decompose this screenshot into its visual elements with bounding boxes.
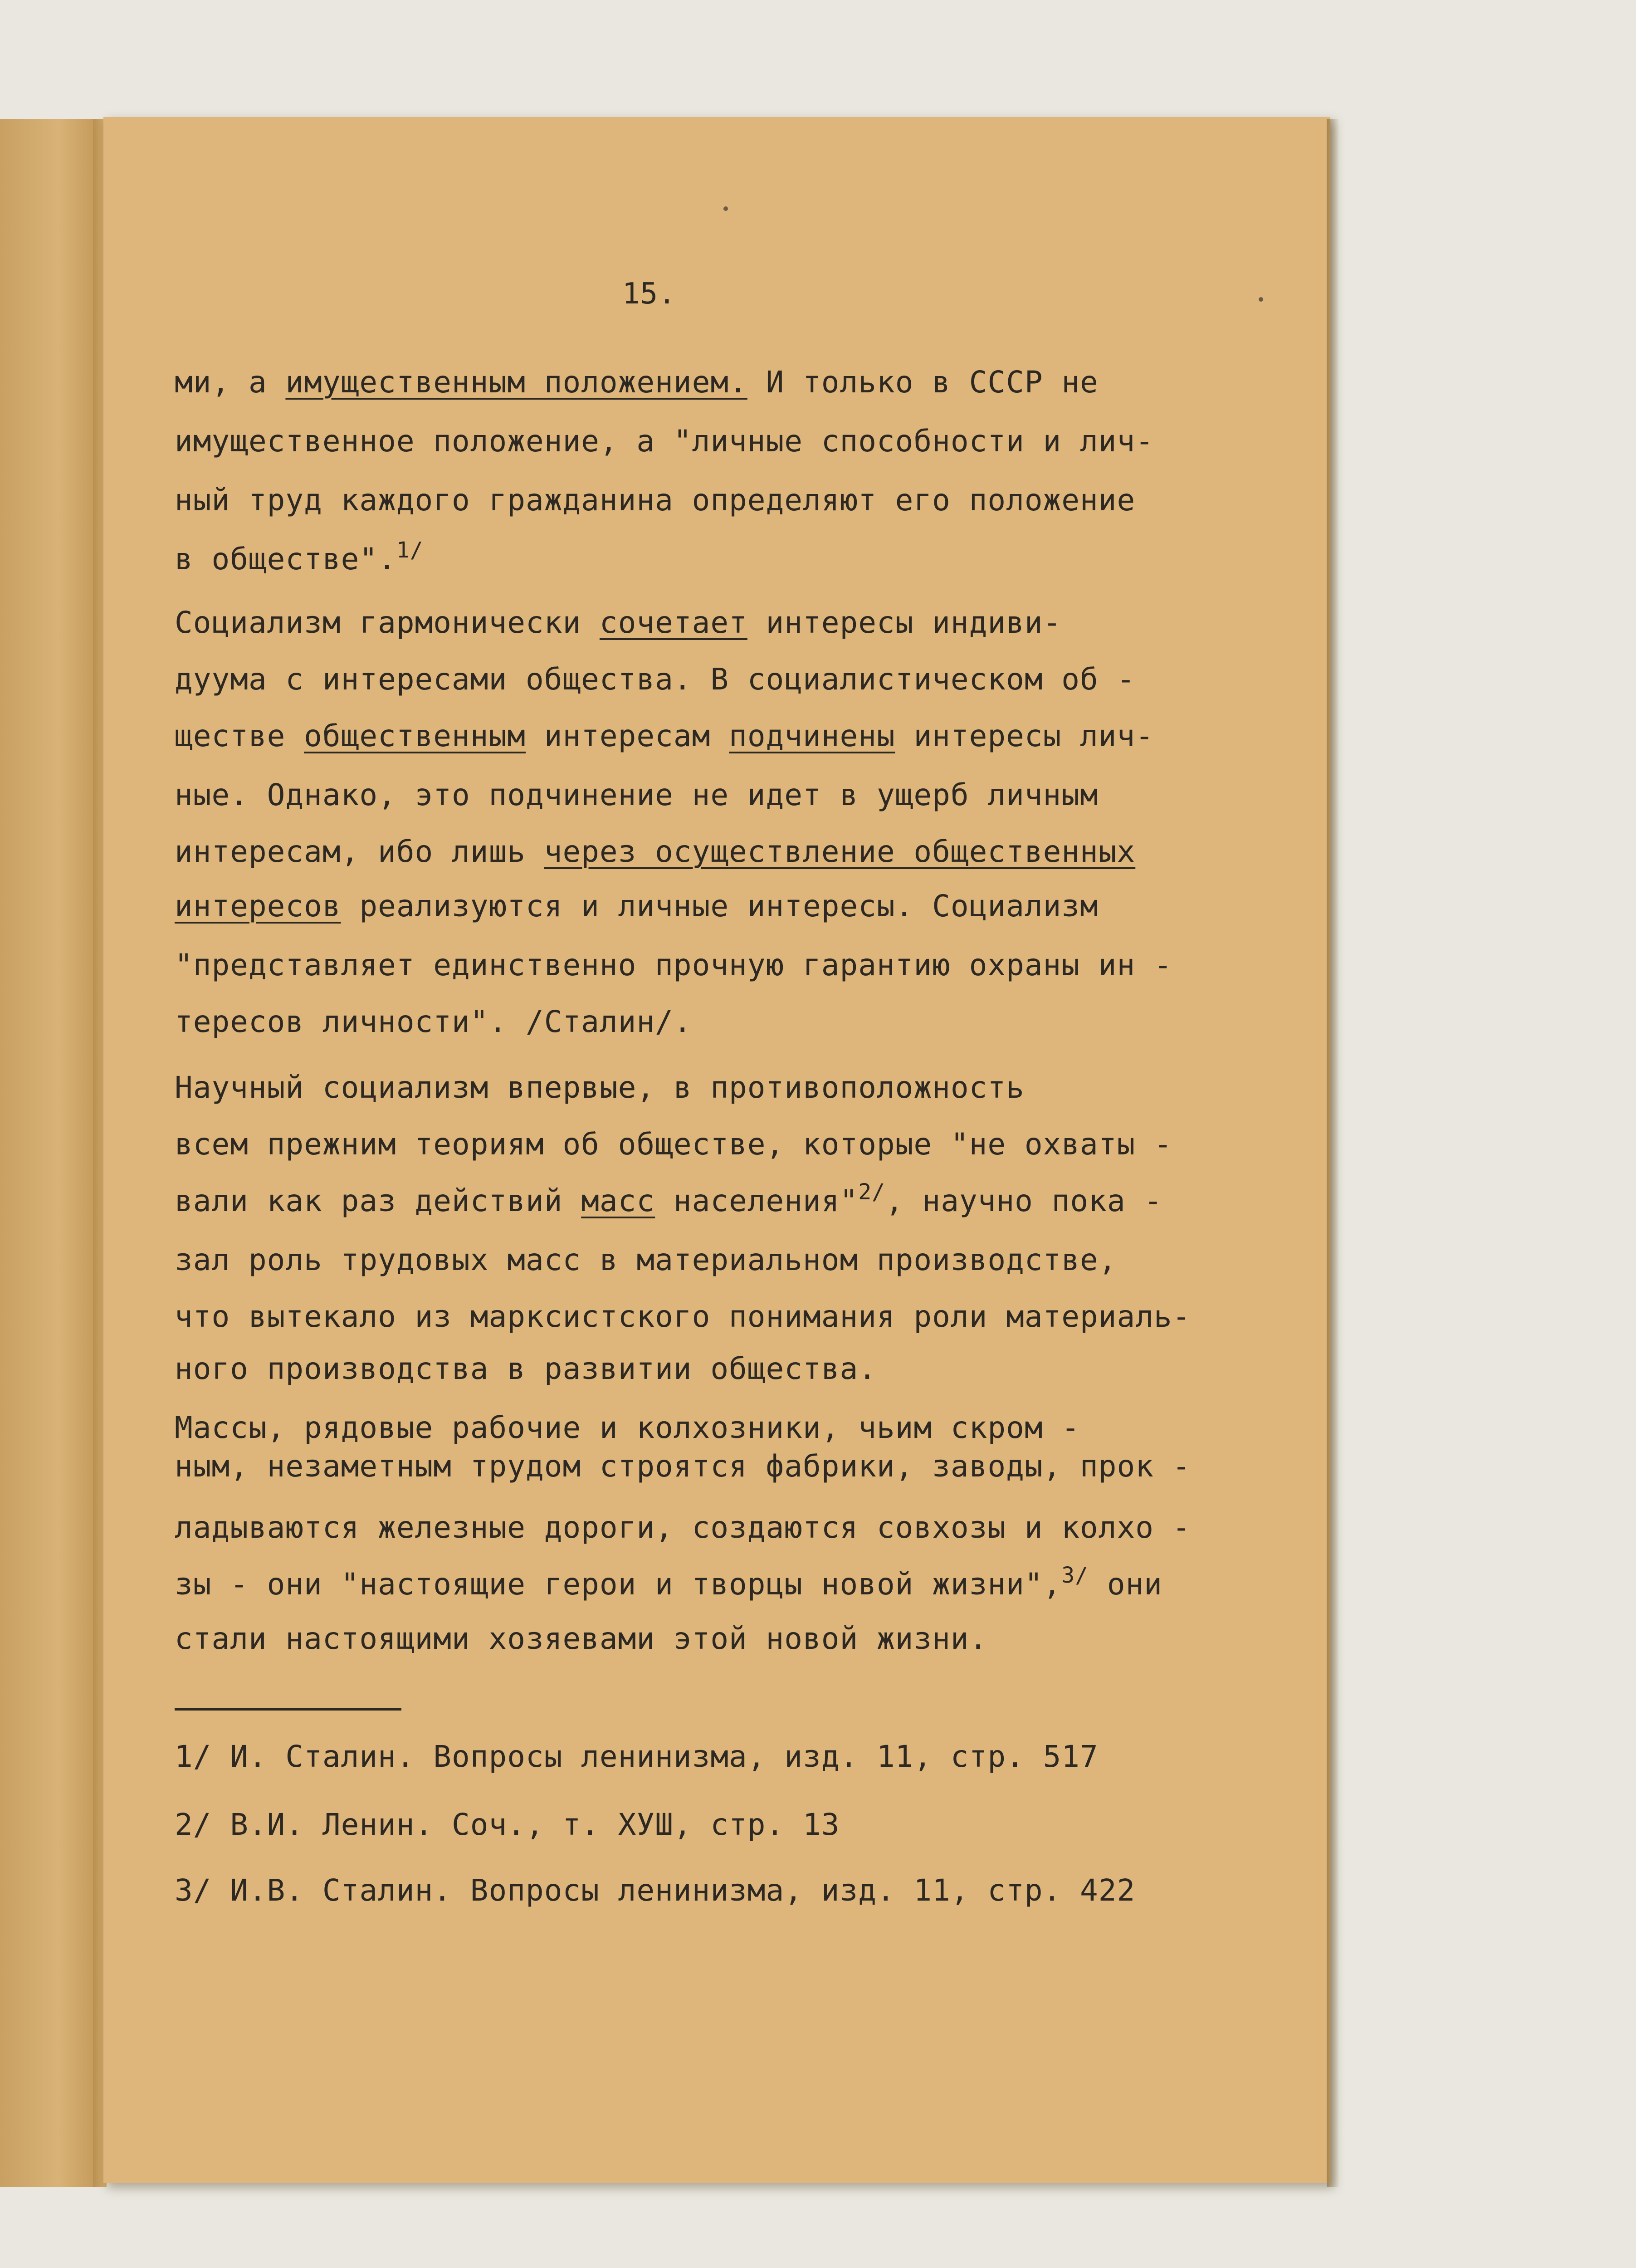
- text-line: [175, 1179, 1163, 1218]
- text-line: [175, 1242, 1117, 1277]
- text-segment: ми, а: [175, 365, 286, 400]
- footnote-marker: 1/: [396, 538, 424, 563]
- text-segment: Массы, рядовые рабочие и колхозники, чьим скром -: [175, 1410, 1080, 1445]
- text-line: [175, 1410, 1080, 1445]
- underlined-text: сочетает: [599, 605, 747, 640]
- text-line: [175, 424, 1154, 459]
- text-segment: ного производства в развитии общества.: [175, 1351, 877, 1386]
- text-line: [175, 1299, 1191, 1334]
- text-segment: они: [1089, 1567, 1163, 1602]
- text-line: [175, 1510, 1191, 1545]
- text-segment: "представляет единственно прочную гарантию охраны ин -: [175, 948, 1172, 982]
- text-segment: ществе: [175, 719, 304, 753]
- text-segment: зал роль трудовых масс в материальном производстве,: [175, 1242, 1117, 1277]
- text-segment: всем прежним теориям об обществе, которые "не охваты -: [175, 1127, 1172, 1162]
- underlined-text: масс: [581, 1183, 655, 1218]
- text-segment: зы - они "настоящие герои и творцы новой жизни",: [175, 1567, 1062, 1602]
- underlined-text: общественным: [304, 719, 526, 753]
- text-segment: тересов личности". /Сталин/.: [175, 1004, 692, 1039]
- text-segment: интересам: [525, 719, 729, 753]
- text-segment: И только в СССР не: [747, 365, 1099, 400]
- text-segment: интересы индиви-: [747, 605, 1062, 640]
- text-segment: имущественное положение, а "личные способности и лич-: [175, 424, 1154, 459]
- text-line: [175, 889, 1099, 924]
- text-line: [175, 605, 1062, 640]
- text-segment: Научный социализм впервые, в противоположность: [175, 1070, 1025, 1105]
- underlined-text: имущественным положением.: [285, 365, 747, 400]
- text-segment: Социализм гармонически: [175, 605, 600, 640]
- footnote-3: 3/ И.В. Сталин. Вопросы ленинизма, изд. 11, стр. 422: [175, 1873, 1136, 1908]
- footnote-rule: [175, 1708, 401, 1711]
- text-segment: интересы лич-: [895, 719, 1154, 753]
- page-shadow: [1327, 119, 1339, 2187]
- text-line: [175, 1563, 1163, 1602]
- text-segment: населения": [655, 1183, 859, 1218]
- text-line: [175, 662, 1136, 697]
- text-segment: ные. Однако, это подчинение не идет в ущерб личным: [175, 777, 1099, 812]
- footnote-marker: 3/: [1061, 1563, 1089, 1588]
- page-number: 15.: [622, 277, 676, 311]
- text-line: [175, 950, 1172, 980]
- text-line: [175, 1449, 1191, 1484]
- text-line: [175, 721, 1154, 751]
- text-line: [175, 365, 1099, 400]
- underlined-text: через осуществление общественных: [544, 834, 1136, 869]
- paper-speck: [1259, 297, 1263, 302]
- text-segment: интересам, ибо лишь: [175, 834, 544, 869]
- footnote-2: 2/ В.И. Ленин. Соч., т. ХУШ, стр. 13: [175, 1807, 840, 1842]
- paper-speck: [723, 206, 728, 211]
- text-line: [175, 1004, 692, 1039]
- underlined-text: подчинены: [729, 719, 895, 753]
- footnote-1: 1/ И. Сталин. Вопросы ленинизма, изд. 11, стр. 517: [175, 1739, 1099, 1774]
- text-line: [175, 1351, 877, 1386]
- text-segment: дуума с интересами общества. В социалистическом об -: [175, 662, 1136, 697]
- text-segment: ным, незаметным трудом строятся фабрики, заводы, прок -: [175, 1449, 1191, 1484]
- text-segment: стали настоящими хозяевами этой новой жизни.: [175, 1621, 988, 1656]
- text-line: [175, 1621, 988, 1656]
- previous-page-edge: [0, 119, 98, 2187]
- text-line: [175, 1127, 1172, 1162]
- underlined-text: интересов: [175, 889, 341, 924]
- text-segment: ный труд каждого гражданина определяют его положение: [175, 483, 1136, 518]
- text-segment: что вытекало из марксистского понимания роли материаль-: [175, 1299, 1191, 1334]
- text-line: [175, 834, 1136, 869]
- text-segment: вали как раз действий: [175, 1183, 581, 1218]
- text-segment: ладываются железные дороги, создаются совхозы и колхо -: [175, 1510, 1191, 1545]
- text-segment: реализуются и личные интересы. Социализм: [341, 889, 1099, 924]
- text-segment: , научно пока -: [885, 1183, 1163, 1218]
- footnote-marker: 2/: [858, 1179, 886, 1205]
- text-line: [175, 777, 1099, 812]
- text-line: [175, 483, 1136, 518]
- text-line: [175, 1070, 1025, 1105]
- text-segment: в обществе".: [175, 542, 396, 577]
- text-line: [175, 538, 424, 577]
